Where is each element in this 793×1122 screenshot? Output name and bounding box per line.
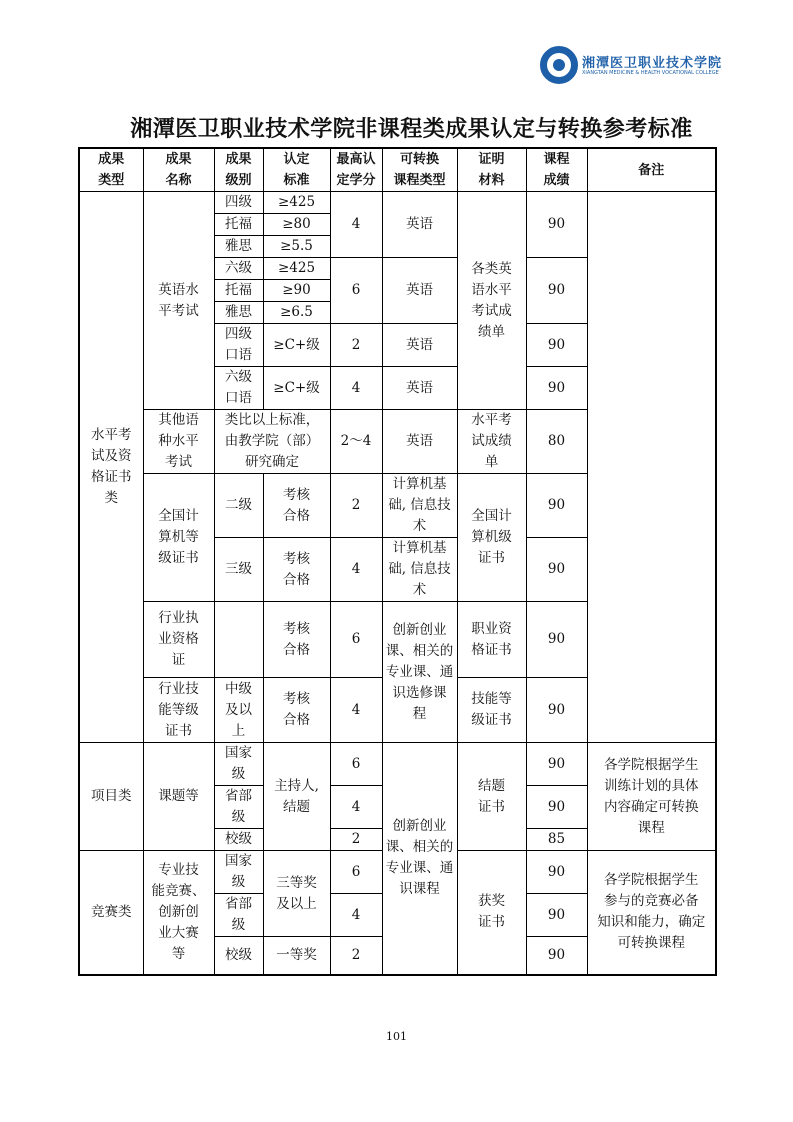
page-number: 101 [386, 1030, 407, 1043]
level-cell: 省部 级 [214, 786, 263, 829]
credit-cell: 2 [330, 474, 382, 538]
level-cell: 雅思 [214, 236, 263, 258]
credit-cell: 4 [330, 192, 382, 258]
score-cell: 90 [526, 851, 587, 894]
score-cell: 90 [526, 538, 587, 602]
name-cell: 其他语 种水平 考试 [143, 410, 214, 474]
table-header-row [79, 148, 716, 192]
course-cell: 计算机基 础, 信息技 术 [382, 474, 457, 538]
page-title: 湘潭医卫职业技术学院非课程类成果认定与转换参考标准 [130, 117, 693, 142]
type-cell: 水平考 试及资 格证书 类 [79, 192, 143, 743]
credit-cell: 2 [330, 829, 382, 851]
course-cell: 英语 [382, 192, 457, 258]
standard-cell: 考核 合格 [263, 474, 330, 538]
proof-cell: 技能等 级证书 [457, 678, 526, 743]
standard-cell: 主持人, 结题 [263, 743, 330, 851]
credit-cell: 4 [330, 678, 382, 743]
standard-cell: ≥6.5 [263, 302, 330, 324]
score-cell: 90 [526, 367, 587, 410]
standard-cell: ≥5.5 [263, 236, 330, 258]
course-cell: 英语 [382, 410, 457, 474]
level-cell: 托福 [214, 280, 263, 302]
name-cell: 全国计 算机等 级证书 [143, 474, 214, 602]
level-cell: 三级 [214, 538, 263, 602]
college-name-en: XIANGTAN MEDICINE & HEALTH VOCATIONAL COLLEGE [582, 70, 719, 76]
score-cell: 90 [526, 602, 587, 678]
score-cell: 90 [526, 324, 587, 367]
standard-cell: 考核 合格 [263, 602, 330, 678]
credit-cell: 4 [330, 538, 382, 602]
level-cell [214, 602, 263, 678]
standard-cell: 考核 合格 [263, 538, 330, 602]
college-seal-icon [540, 46, 578, 84]
college-name-cn: 湘潭医卫职业技术学院 [582, 56, 723, 71]
standard-cell: ≥C+级 [263, 367, 330, 410]
credit-cell: 6 [330, 743, 382, 786]
remark-cell: 各学院根据学生 参与的竞赛必备 知识和能力，确定 可转换课程 [587, 851, 716, 975]
score-cell: 90 [526, 937, 587, 975]
type-cell: 项目类 [79, 743, 143, 851]
credit-cell: 4 [330, 894, 382, 937]
level-cell: 雅思 [214, 302, 263, 324]
header-level: 成果 级别 [214, 148, 263, 192]
score-cell: 90 [526, 474, 587, 538]
course-cell: 计算机基 础, 信息技 术 [382, 538, 457, 602]
standard-cell: ≥80 [263, 214, 330, 236]
level-cell: 校级 [214, 937, 263, 975]
name-cell: 行业执 业资格 证 [143, 602, 214, 678]
proof-cell: 水平考 试成绩 单 [457, 410, 526, 474]
standard-cell: ≥90 [263, 280, 330, 302]
name-cell: 课题等 [143, 743, 214, 851]
header-score: 课程 成绩 [526, 148, 587, 192]
proof-cell: 各类英 语水平 考试成 绩单 [457, 192, 526, 410]
course-cell: 英语 [382, 258, 457, 324]
standard-cell: 三等奖 及以上 [263, 851, 330, 937]
header-remark: 备注 [587, 148, 716, 192]
level-cell: 六级 [214, 258, 263, 280]
course-cell: 创新创业 课、相关的 专业课、通 识课程 [382, 743, 457, 975]
level-cell: 国家 级 [214, 743, 263, 786]
standard-cell: ≥425 [263, 192, 330, 214]
remark-cell [587, 192, 716, 743]
credit-cell: 4 [330, 786, 382, 829]
score-cell: 90 [526, 743, 587, 786]
course-cell: 创新创业 课、相关的 专业课、通 识选修课 程 [382, 602, 457, 743]
conversion-standard-table [78, 147, 717, 976]
credit-cell: 2 [330, 324, 382, 367]
header-course-type: 可转换 课程类型 [382, 148, 457, 192]
score-cell: 90 [526, 894, 587, 937]
course-cell: 英语 [382, 367, 457, 410]
level-cell: 省部 级 [214, 894, 263, 937]
proof-cell: 结题 证书 [457, 743, 526, 851]
credit-cell: 6 [330, 851, 382, 894]
header-standard: 认定 标准 [263, 148, 330, 192]
standard-cell: ≥C+级 [263, 324, 330, 367]
standard-cell: ≥425 [263, 258, 330, 280]
level-cell: 四级 [214, 192, 263, 214]
proof-cell: 全国计 算机级 证书 [457, 474, 526, 602]
score-cell: 90 [526, 786, 587, 829]
proof-cell: 职业资 格证书 [457, 602, 526, 678]
standard-cell: 类比以上标准， 由教学院（部） 研究确定 [214, 410, 330, 474]
name-cell: 专业技 能竞赛、 创新创 业大赛 等 [143, 851, 214, 975]
header-proof: 证明 材料 [457, 148, 526, 192]
credit-cell: 2～4 [330, 410, 382, 474]
credit-cell: 2 [330, 937, 382, 975]
level-cell: 托福 [214, 214, 263, 236]
proof-cell: 获奖 证书 [457, 851, 526, 975]
level-cell: 二级 [214, 474, 263, 538]
score-cell: 90 [526, 192, 587, 258]
level-cell: 国家 级 [214, 851, 263, 894]
level-cell: 四级 口语 [214, 324, 263, 367]
type-cell: 竞赛类 [79, 851, 143, 975]
remark-cell: 各学院根据学生 训练计划的具体 内容确定可转换 课程 [587, 743, 716, 851]
standard-cell: 一等奖 [263, 937, 330, 975]
college-logo [540, 46, 723, 88]
score-cell: 85 [526, 829, 587, 851]
level-cell: 中级 及以 上 [214, 678, 263, 743]
header-type: 成果 类型 [79, 148, 143, 192]
table-row [79, 192, 716, 214]
standard-cell: 考核 合格 [263, 678, 330, 743]
level-cell: 校级 [214, 829, 263, 851]
credit-cell: 6 [330, 258, 382, 324]
table-row [79, 743, 716, 786]
score-cell: 90 [526, 258, 587, 324]
header-max-credit: 最高认 定学分 [330, 148, 382, 192]
credit-cell: 4 [330, 367, 382, 410]
score-cell: 90 [526, 678, 587, 743]
name-cell: 英语水 平考试 [143, 192, 214, 410]
header-name: 成果 名称 [143, 148, 214, 192]
score-cell: 80 [526, 410, 587, 474]
course-cell: 英语 [382, 324, 457, 367]
credit-cell: 6 [330, 602, 382, 678]
name-cell: 行业技 能等级 证书 [143, 678, 214, 743]
level-cell: 六级 口语 [214, 367, 263, 410]
